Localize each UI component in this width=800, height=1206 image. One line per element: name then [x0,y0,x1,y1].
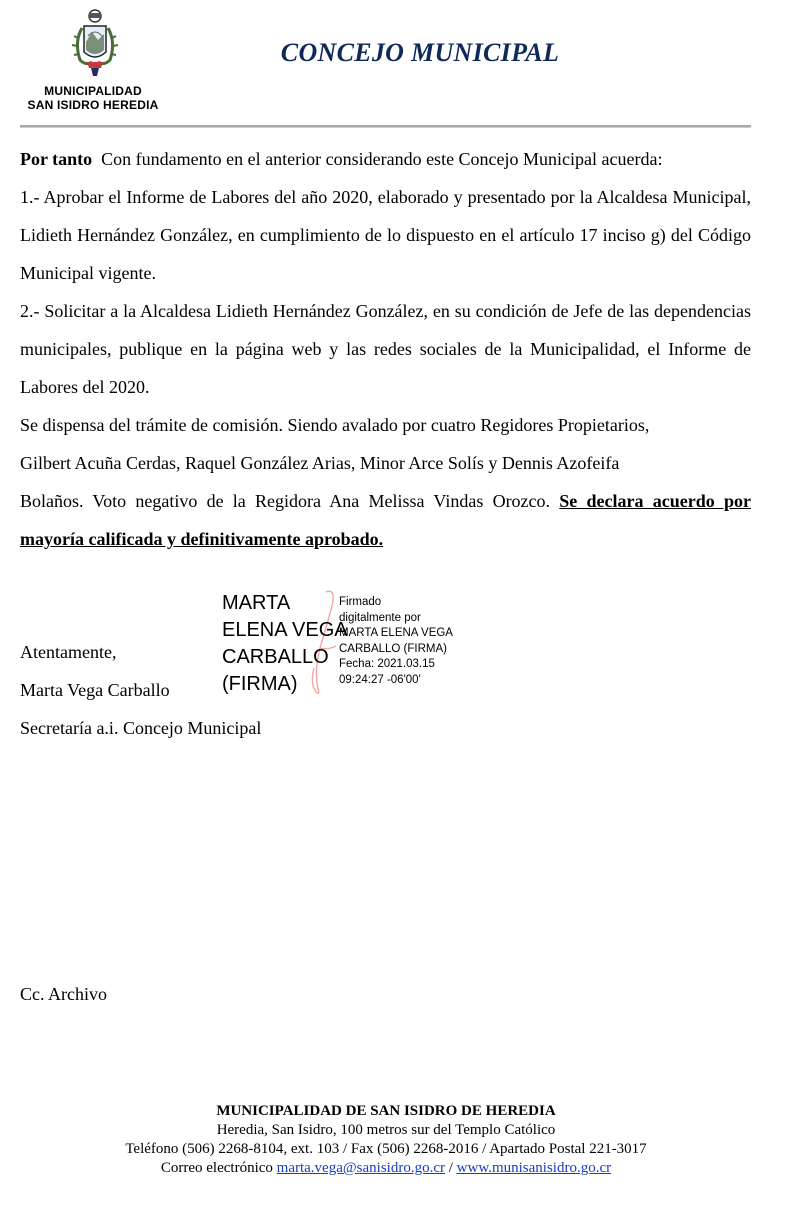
footer-address: Heredia, San Isidro, 100 metros sur del Templo Católico [216,1122,556,1138]
signer-name-line: (FIRMA) [222,673,298,695]
closing-name: Marta Vega Carballo [20,680,170,700]
footer-website-link[interactable]: www.munisanisidro.go.cr [456,1160,612,1176]
closing-greeting: Atentamente, [20,642,117,662]
signature-detail-line: Firmado [339,596,382,608]
dispensa-line-2: Gilbert Acuña Cerdas, Raquel González Arias, Minor Arce Solís y Dennis Azofeifa [20,453,620,473]
dispensa-final-paragraph [20,482,751,558]
signature-detail-line: CARBALLO (FIRMA) [339,642,447,655]
page-title: CONCEJO MUNICIPAL [280,38,560,67]
closing-block [20,633,261,747]
cc-note: Cc. Archivo [20,984,107,1004]
signer-name-line: MARTA [222,592,291,614]
por-tanto-label: Por tanto [20,149,93,169]
footer-email-link[interactable]: marta.vega@sanisidro.go.cr [276,1160,445,1176]
approval-declaration: Se declara acuerdo por mayoría calificada y definitivamente aprobado. [20,491,751,549]
agreement-item-1: 1.- Aprobar el Informe de Labores del año 2020, elaborado y presentado por la Alcaldesa Municipal, Lidieth Hernández González, en cumplimiento de lo dispuesto en el artículo 17 inciso g) del Código Municipal vigente. [20,187,751,283]
header-divider [20,125,751,128]
dispensa-line-1: Se dispensa del trámite de comisión. Siendo avalado por cuatro Regidores Propietarios, [20,415,650,435]
municipality-name [18,84,168,112]
municipal-coat-of-arms-icon [70,8,120,86]
signature-details [339,595,479,688]
agreement-item-2: 2.- Solicitar a la Alcaldesa Lidieth Hernández González, en su condición de Jefe de las dependencias municipales, publique en la página web y las redes sociales de la Municipalidad, el Informe de Labores del 2020. [20,301,751,397]
signature-detail-line: Fecha: 2021.03.15 [339,658,435,670]
por-tanto-paragraph [20,140,751,178]
footer-email-label: Correo electrónico [160,1160,273,1176]
footer-separator: / [448,1160,453,1176]
signer-name-line: CARBALLO [222,646,329,668]
footer-phone: Teléfono (506) 2268-8104, ext. 103 / Fax (506) 2268-2016 / Apartado Postal 221-3017 [125,1141,647,1157]
closing-role: Secretaría a.i. Concejo Municipal [20,718,262,738]
letterhead [0,0,800,130]
footer [0,1102,772,1178]
resolution-body [20,140,751,558]
signer-name-line: ELENA VEGA [222,619,348,641]
dispensa-line-3: Bolaños. Voto negativo de la Regidora Ana Melissa Vindas Orozco. [20,491,551,511]
footer-org: MUNICIPALIDAD DE SAN ISIDRO DE HEREDIA [216,1103,556,1119]
org-name-line2: SAN ISIDRO HEREDIA [27,98,159,112]
org-name-line1: MUNICIPALIDAD [44,84,142,98]
signature-detail-line: MARTA ELENA VEGA [339,627,453,639]
signature-detail-line: digitalmente por [339,611,421,624]
por-tanto-text: Con fundamento en el anterior considerando este Concejo Municipal acuerda: [101,149,663,169]
signature-detail-line: 09:24:27 -06'00' [339,673,421,686]
footer-contact [0,1159,772,1178]
